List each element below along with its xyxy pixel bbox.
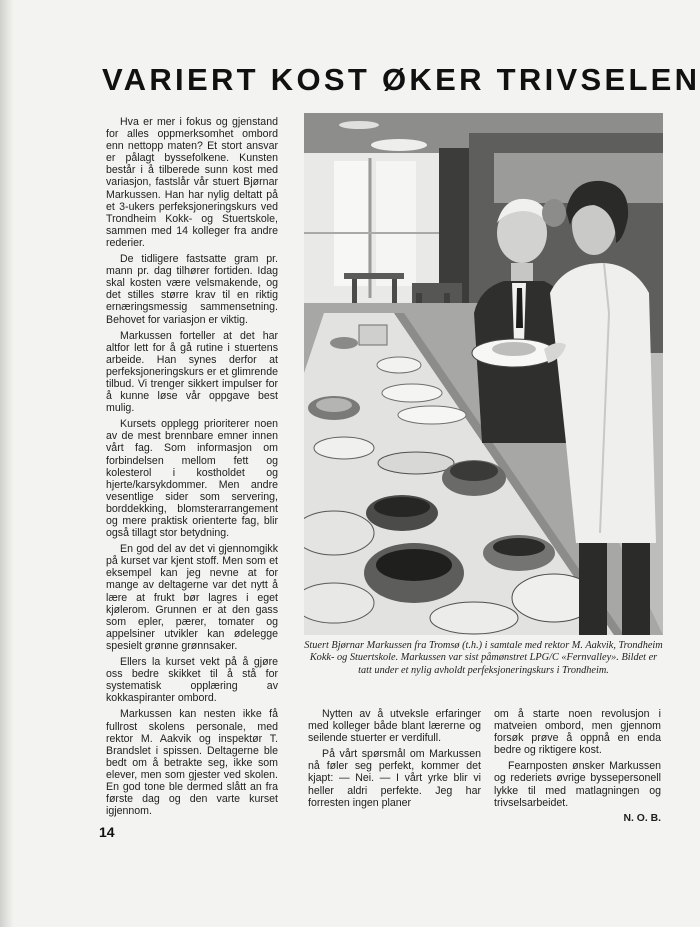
article-headline: VARIERT KOST ØKER TRIVSELEN xyxy=(102,62,700,97)
page-number: 14 xyxy=(99,824,115,840)
author-signature: N. O. B. xyxy=(623,812,661,824)
article-column-1 xyxy=(106,116,278,821)
paragraph: De tidligere fastsatte gram pr. mann pr. dag tilhører fortiden. Idag skal kosten være velsmakende, og det stilles større krav til en riktig ernæringsmessig sammensetning. Behovet for variasjon er viktig. xyxy=(106,253,278,326)
paragraph: På vårt spørsmål om Markussen nå føler seg perfekt, kommer det kjapt: — Nei. — I vårt yrke blir vi heller aldri perfekte. Jeg har forresten ingen planer xyxy=(308,748,481,809)
paragraph: Nytten av å utveksle erfaringer med kolleger både blant lærerne og seilende stuerter er verdifull. xyxy=(308,708,481,745)
paragraph: Hva er mer i fokus og gjenstand for alles oppmerksomhet ombord enn nettopp maten? Et stort ansvar er pålagt byssefolkene. Kunsten består i å tilberede sunn kost med variasjon, fastslår vår stuert Bjørnar Markussen. Han har nylig deltatt på et 3-ukers perfeksjoneringskurs ved Trondheim Kokk- og Stuertskole, sammen med 14 kolleger fra andre rederier. xyxy=(106,116,278,249)
article-column-2 xyxy=(308,708,481,813)
paragraph: Fearnposten ønsker Markussen og rederiets øvrige byssepersonell lykke til med matlagningen og trivselsarbeidet. xyxy=(494,760,661,809)
article-photo xyxy=(304,113,663,635)
paragraph: om å starte noen revolusjon i matveien ombord, men gjennom forsøk prøve å oppnå en enda bedre og riktigere kost. xyxy=(494,708,661,757)
paragraph: En god del av det vi gjennomgikk på kurset var kjent stoff. Men som et eksempel kan jeg nevne at for mange av deltagerne var det nytt å lære at frukt bør lagres i eget kjølerom. Grunnen er at den gass som epler, pærer, tomater og appelsiner utvikler kan ødelegge spesielt grønne grønnsaker. xyxy=(106,543,278,652)
article-column-3 xyxy=(494,708,661,825)
paragraph: Kursets opplegg prioriterer noen av de mest brennbare emner innen vårt fag. Som informasjon om forbindelsen mellom fett og kolesterol i kostholdet og hjerte/karsykdommer. Men andre vesentlige sider som servering, borddekking, blomsterarrangement og mere praktisk orienterte fag, blir også tillagt stor betydning. xyxy=(106,418,278,540)
page-binding-shadow xyxy=(0,0,14,927)
photo-caption: Stuert Bjørnar Markussen fra Tromsø (t.h.) i samtale med rektor M. Aakvik, Trondheim Kokk- og Stuertskole. Markussen var sist påmønstret LPG/C «Fernvalley». Bildet er tatt under et nylig avholdt perfeksjoneringskurs i Trondheim. xyxy=(304,640,663,676)
paragraph: Ellers la kurset vekt på å gjøre oss bedre skikket til å stå for systematisk opplæring av kokkaspiranter ombord. xyxy=(106,656,278,705)
paragraph: Markussen forteller at det har altfor lett for å gå rutine i stuertens arbeide. Han synes derfor at perfeksjoneringskurs er et glimrende tilbud. Vi trenger sikkert impulser for å kunne løse vår oppgave best mulig. xyxy=(106,329,278,415)
paragraph: Markussen kan nesten ikke få fullrost skolens personale, med rektor M. Aakvik og inspektør T. Brandslet i spissen. Deltagerne ble bedt om å betrakte seg, ikke som elever, men som gjester ved skolen. En god tone ble dermed slått an fra første dag og den varte kurset igjennom. xyxy=(106,708,278,818)
